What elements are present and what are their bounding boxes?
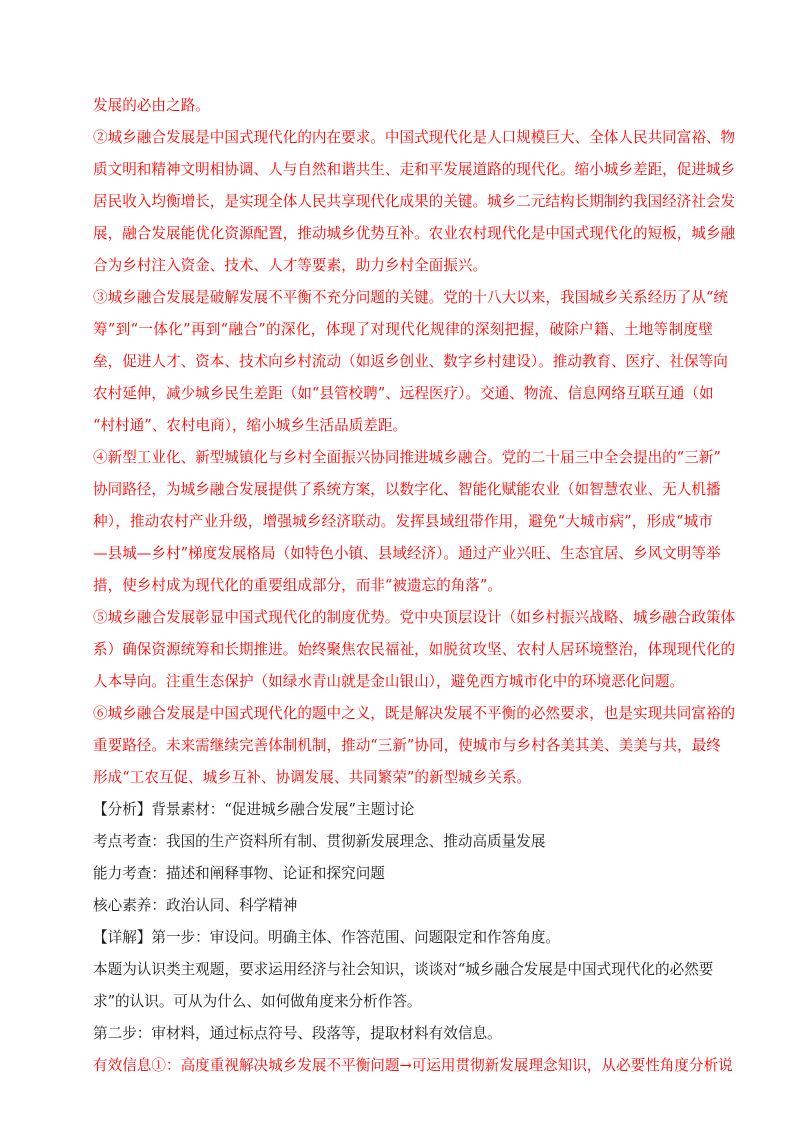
text-line: —县城—乡村”梯度发展格局（如特色小镇、县域经济）。通过产业兴旺、生态宜居、乡风文明等举 [93, 545, 721, 562]
text-line: 措，使乡村成为现代化的重要组成部分，而非“被遗忘的角落”。 [93, 577, 502, 594]
text-line: 有效信息①：高度重视解决城乡发展不平衡问题→可运用贯彻新发展理念知识，从必要性角度分析说 [93, 1057, 733, 1074]
text-line: 垒，促进人才、资本、技术向乡村流动（如返乡创业、数字乡村建设）。推动教育、医疗、社保等向 [93, 353, 728, 370]
text-line: ②城乡融合发展是中国式现代化的内在要求。中国式现代化是人口规模巨大、全体人民共同富裕、物 [93, 129, 736, 146]
text-line: 考点考查：我国的生产资料所有制、贯彻新发展理念、推动高质量发展 [93, 833, 546, 850]
text-line: ③城乡融合发展是破解发展不平衡不充分问题的关键。党的十八大以来，我国城乡关系经历了从“统 [93, 289, 728, 306]
text-line: ④新型工业化、新型城镇化与乡村全面振兴协同推进城乡融合。党的二十届三中全会提出的“三新” [93, 449, 721, 466]
text-line: 第二步：审材料，通过标点符号、段落等，提取材料有效信息。 [93, 1025, 502, 1042]
text-line: 核心素养：政治认同、科学精神 [93, 897, 298, 914]
text-line: 求”的认识。可从为什么、如何做角度来分析作答。 [93, 993, 422, 1010]
text-line: 人本导向。注重生态保护（如绿水青山就是金山银山），避免西方城市化中的环境恶化问题。 [93, 673, 685, 690]
text-line: 农村延伸，减少城乡民生差距（如“县管校聘”、远程医疗）。交通、物流、信息网络互联互通（如 [93, 385, 714, 402]
text-line: 展，融合发展能优化资源配置，推动城乡优势互补。农业农村现代化是中国式现代化的短板，城乡融 [93, 225, 736, 242]
analysis-heading: 【分析】背景素材：“促进城乡融合发展”主题讨论 [93, 801, 415, 818]
text-line: “村村通”、农村电商），缩小城乡生活品质差距。 [93, 417, 408, 434]
text-line: 居民收入均衡增长，是实现全体人民共享现代化成果的关键。城乡二元结构长期制约我国经济社会发 [93, 193, 736, 210]
text-line: 合为乡村注入资金、技术、人才等要素，助力乡村全面振兴。 [93, 257, 488, 274]
text-line: ⑥城乡融合发展是中国式现代化的题中之义，既是解决发展不平衡的必然要求，也是实现共同富裕的 [93, 705, 736, 722]
detail-heading: 【详解】第一步：审设问。明确主体、作答范围、问题限定和作答角度。 [93, 929, 561, 946]
text-line: 协同路径，为城乡融合发展提供了系统方案，以数字化、智能化赋能农业（如智慧农业、无人机播 [93, 481, 721, 498]
text-line: 形成“工农互促、城乡互补、协调发展、共同繁荣”的新型城乡关系。 [93, 769, 532, 786]
text-line: 系）确保资源统筹和长期推进。始终聚焦农民福祉，如脱贫攻坚、农村人居环境整治，体现现代化的 [93, 641, 736, 658]
text-line: 种），推动农村产业升级，增强城乡经济联动。发挥县域纽带作用，避免“大城市病”，形成“城市 [93, 513, 713, 530]
text-line: 能力考查：描述和阐释事物、论证和探究问题 [93, 865, 385, 882]
text-line: 重要路径。未来需继续完善体制机制，推动“三新”协同，使城市与乡村各美其美、美美与共，最终 [93, 737, 721, 754]
text-line: 筹”到“一体化”再到“融合”的深化，体现了对现代化规律的深刻把握，破除户籍、土地等制度壁 [93, 321, 713, 338]
text-line: 发展的必由之路。 [93, 97, 210, 114]
text-line: 质文明和精神文明相协调、人与自然和谐共生、走和平发展道路的现代化。缩小城乡差距，促进城乡 [93, 161, 736, 178]
text-line: 本题为认识类主观题，要求运用经济与社会知识，谈谈对“城乡融合发展是中国式现代化的必然要 [93, 961, 714, 978]
text-line: ⑤城乡融合发展彰显中国式现代化的制度优势。党中央顶层设计（如乡村振兴战略、城乡融合政策体 [93, 609, 736, 626]
